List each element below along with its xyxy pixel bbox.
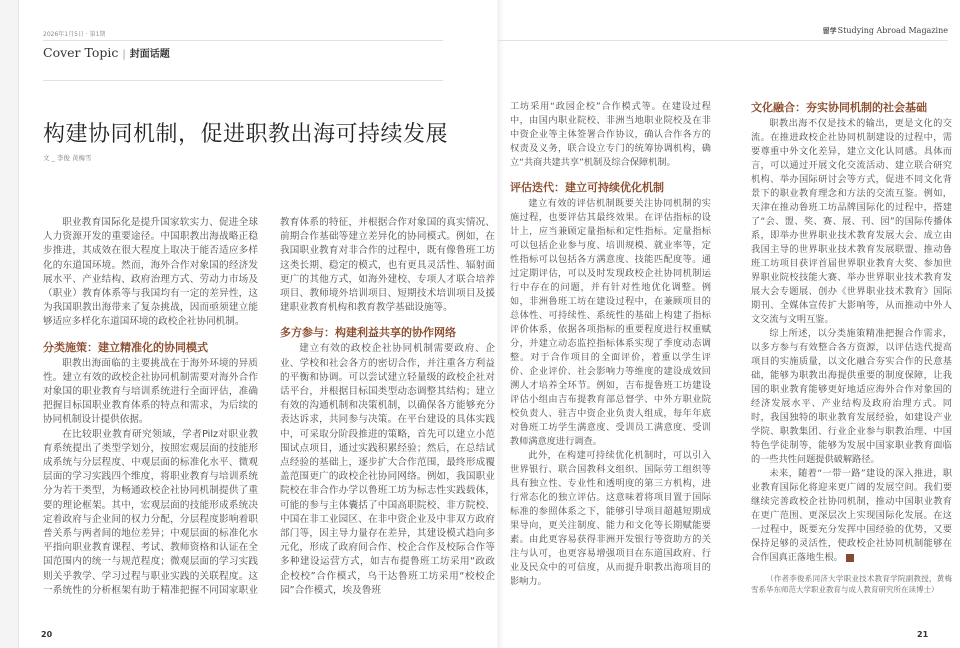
magazine-name: Studying Abroad Magazine (837, 26, 948, 35)
page-number-left: 20 (41, 630, 53, 639)
magazine-logo: 留学 (822, 27, 837, 35)
body-paragraph: 在比较职业教育研究领域，学者Pilz对职业教育系统提出了类型学划分，按照宏观层面的技能形成系统与分层程度、中观层面的标准化水平、微观层面的学习实践四个维度，将职业教育与培训系统分为若干类型，为畅通政校企社协同机制提供了重要的理论框架。其中，宏观层面的技能形成系统决定着政府与企业间的权力分配，分层程度影响着职普关系与两者间的地位差异；中观层面的标准化水平指向职业教育课程、考试、教师资格和认证在全国范围内的统一与规范程度；微观层面的学习实践则关乎教学、学习过程与职业实践的关联程度。这一系统性的分析框架有助于精准把握不同国家职业教育体系的特征，并根据合作对象国的真实情况、前期合作基础等建立差异化的协同模式。例如，在我国职业教育对非合作的过程中，既有像鲁班工坊这类长期、稳定的模式，也有更具灵活性、辐射面更广的其他方式，如海外建校、专项人才联合培养项目、教师境外培训项目、短期技术培训项目及援建职业教育机构和教育教学基础设施等。 (43, 217, 495, 596)
left-page (18, 0, 497, 648)
body-paragraph: 建立有效的评估机制既要关注协同机制的实施过程，也要评估其最终效果。在评估指标的设计上，应当兼顾定量指标和定性指标。定量指标可以包括企业参与度、培训规模、就业率等，定性指标可以包括各方满意度、技能匹配度等。通过定期评估，可以及时发现政校企社协同机制运行中存在的问题，并有针对性地优化调整。例如，非洲鲁班工坊在建设过程中，在兼顾项目的总体性、可持续性、系统性的基础上构建了指标评价体系，依据各项指标的重要程度进行权重赋分，并建立动态监控指标体系实现了季度动态调整。对于合作项目的全面评价，着重以学生评价、企业评价、社会影响力等维度的建设成效回溯人才培养全环节。例如，吉布提鲁班工坊建设评估小组由吉布提教育部总督学、中外方职业院校负责人、驻吉中资企业负责人组成，每年年底对鲁班工坊学生满意度、受训员工满意度、受训教师满意度进行调查。 (510, 198, 711, 447)
section-label-en: Cover Topic (43, 45, 119, 60)
body-paragraph-continued: 工坊采用“政园企校”合作模式等。在建设过程中，由国内职业院校、非洲当地职业院校及在非中资企业等主体签署合作协议，确认合作各方的权责及义务，联合设立专门的统筹协调机构，确立“共商共建共享”机制及综合保障机制。 (510, 101, 711, 168)
section-label (43, 45, 170, 60)
section-separator: | (122, 49, 126, 60)
body-paragraph: 综上所述，以分类施策精准把握合作需求，以多方参与有效整合各方资源，以评估迭代提高项目的实施质量，以文化融合夯实合作的民意基础，能够为职教出海提供重要的制度保障，让我国的职业教育能够更好地适应海外合作对象国的经济发展水平、产业结构及政府治理方式。同时，我国独特的职业教育发展经验，如建设产业学院、职教集团、行业企业参与职教治理、中国特色学徒制等，能够为发展中国家职业教育面临的一些共性问题提供破解路径。 (751, 328, 952, 465)
body-paragraph: 建立有效的政校企社协同机制需要政府、企业、学校和社会各方的密切合作，并注重各方利益的平衡和协调。可以尝试建立轻量级的政校企社对话平台，并根据目标国类型动态调整其结构；建立有效的沟通机制和决策机制，以确保各方能够充分表达诉求，共同参与决策。在平台建设的具体实践中，可采取分阶段推进的策略，首先可以建立小范围试点项目，通过实践积累经验；然后，在总结试点经验的基础上，逐步扩大合作范围，最终形成覆盖范围更广的政校企社协同网络。例如，我国职业院校在非合作办学以鲁班工坊为标志性实践载体，可能的参与主体囊括了中国高职院校、非方院校、中国在非工业园区、在非中资企业及中非双方政府部门等，因主导力量存在差异，其建设模式趋向多元化，形成了政府间合作、校企合作及校际合作等多种建设运营方式，如吉布提鲁班工坊采用“政政企校校”合作模式，乌干达鲁班工坊采用“校校企园”合作模式，埃及鲁班 (280, 343, 495, 596)
end-mark-icon (846, 554, 854, 562)
section-heading: 文化融合：夯实协同机制的社会基础 (751, 101, 927, 114)
body-paragraph: 职教出海面临的主要挑战在于海外环境的异质性。建立有效的政校企社协同机制需要对海外合作对象国的职业教育与培训系统进行全面评估，准确把握目标国职业教育体系的特点和需求，为后续的协同机制设计提供依据。 (43, 357, 258, 426)
right-page (498, 0, 960, 648)
section-heading: 分类施策：建立精准化的协同模式 (43, 340, 208, 354)
section-label-cn: 封面话题 (129, 49, 170, 60)
header-rule (43, 40, 443, 41)
page-number-right: 21 (917, 630, 929, 639)
body-paragraph: 此外，在构建可持续优化机制时，可以引入世界银行、联合国教科文组织、国际劳工组织等具有独立性、专业性和透明度的第三方机构，进行常态化的独立评估。这意味着将项目置于国际标准的参照体系之下，能够引导项目超越短期成果导向，更关注制度、能力和文化等长期赋能要素。由此更容易获得非洲开发银行等资助方的关注与认可，也更容易增强项目在东道国政府、行业及民众中的可信度，从而提升职教出海项目的影响力。 (510, 450, 711, 587)
closing-text: 未来，随着“一带一路”建设的深入推进，职业教育国际化将迎来更广阔的发展空间。我们要继续完善政校企社协同机制，推动中国职业教育在更广范围、更深层次上实现国际化发展。在这一过程中，既要充分发挥中国经验的优势，又要保持足够的灵活性，使政校企社协同机制能够在合作国真正落地生根。 (751, 468, 952, 563)
article-body-left (43, 216, 495, 598)
author-note: （作者李俊系同济大学职业技术教育学院副教授，黄梅雪系华东师范大学职业教育与成人教育研究所在读博士） (751, 574, 952, 594)
closing-paragraph (751, 467, 952, 565)
issue-date: 2026年1月5日 · 第1期 (43, 31, 106, 38)
article-body-right (510, 100, 952, 597)
section-heading: 评估迭代：建立可持续优化机制 (510, 181, 664, 194)
byline: 文 _ 李俊 黄梅雪 (43, 154, 92, 162)
intro-paragraph: 职业教育国际化是提升国家软实力、促进全球人力资源开发的重要途径。中国职教出海战略正稳步推进，其成效在很大程度上取决于能否适应多样化的东道国环境。然而，海外合作对象国的经济发展水平、产业结构、政府治理方式、劳动力市场及（职业）教育体系等与我国均有一定的差异性，这为我国职教出海带来了复杂挑战，因而亟须建立能够适应多样化东道国环境的政校企社协同机制。 (43, 217, 258, 328)
header-rule-right (498, 40, 948, 41)
section-heading: 多方参与：构建利益共享的协作网络 (280, 326, 456, 340)
body-paragraph: 职教出海不仅是技术的输出，更是文化的交流。在推进政校企社协同机制建设的过程中，需要尊重中外文化差异，建立文化认同感。具体而言，可以通过开展文化交流活动、建立联合研究机构、举办国际研讨会等方式，促进不同文化背景下的职业教育理念和方法的交流互鉴。例如，天津在推动鲁班工坊品牌国际化的过程中，搭建了“会、盟、奖、赛、展、刊、园”的国际传播体系，即举办世界职业技术教育发展大会、成立由我国主导的世界职业技术教育发展联盟、推动鲁班工坊项目获评首届世界职业教育大奖、参加世界职业院校技能大赛、举办世界职业技术教育发展大会专题展、创办《世界职业技术教育》国际期刊、全媒体宣传扩大影响等，从而推动中外人文交流与文明互鉴。 (751, 118, 952, 325)
magazine-masthead (823, 26, 948, 36)
article-title: 构建协同机制，促进职教出海可持续发展 (43, 122, 449, 147)
header-rule-lower (43, 80, 443, 81)
